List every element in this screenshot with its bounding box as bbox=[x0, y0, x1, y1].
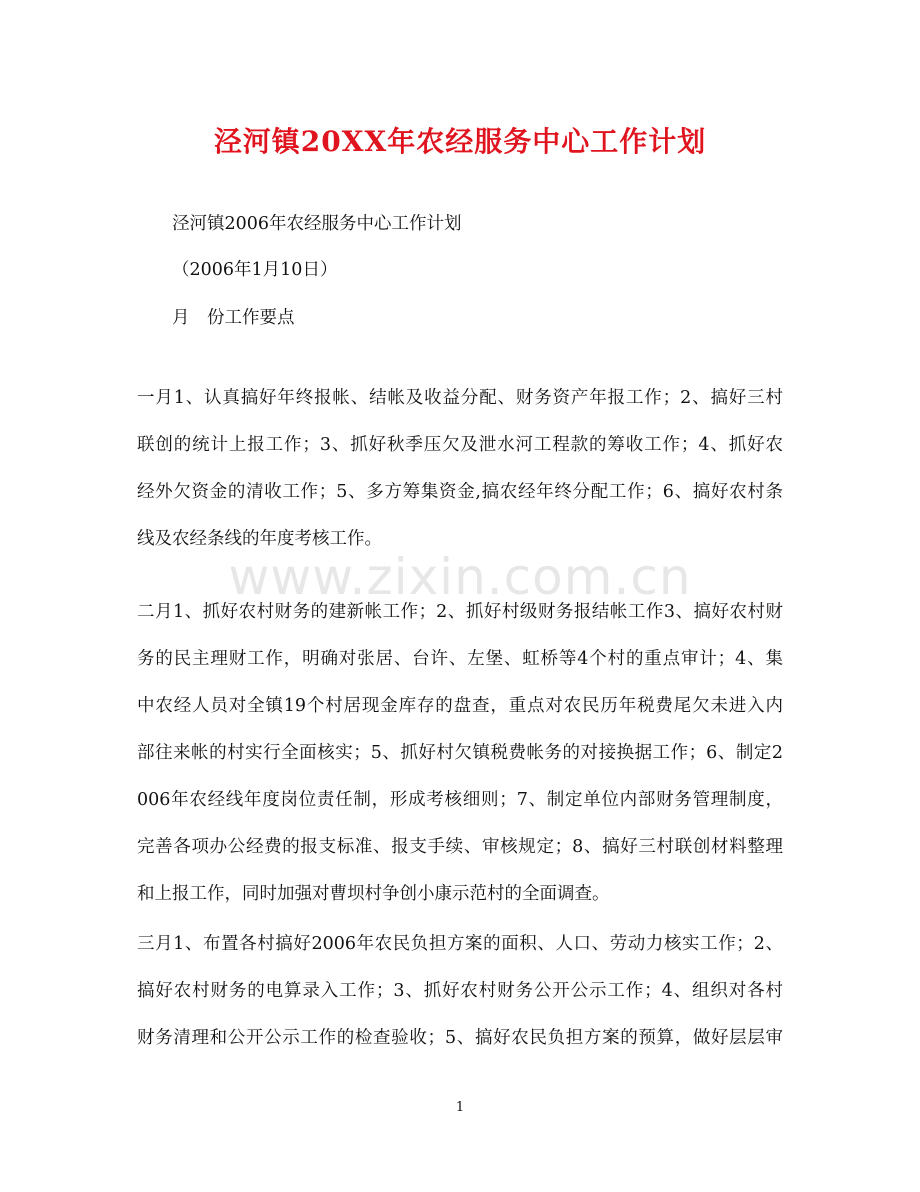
paragraph-line: 线及农经条线的年度考核工作。 bbox=[137, 529, 382, 549]
paragraph-line: 搞好农村财务的电算录入工作；3、抓好农村财务公开公示工作；4、组织对各村 bbox=[137, 981, 783, 1001]
page-number: 1 bbox=[455, 1100, 465, 1115]
paragraph-january bbox=[137, 375, 783, 563]
intro-line-heading: 月 份工作要点 bbox=[172, 308, 295, 328]
paragraph-line: 部往来帐的村实行全面核实；5、抓好村欠镇税费帐务的对接换据工作；6、制定2 bbox=[137, 743, 783, 763]
paragraph-line: 联创的统计上报工作；3、抓好秋季压欠及泄水河工程款的筹收工作；4、抓好农 bbox=[137, 435, 783, 455]
document-title: 泾河镇20XX年农经服务中心工作计划 bbox=[213, 125, 707, 158]
paragraph-line: 财务清理和公开公示工作的检查验收；5、搞好农民负担方案的预算，做好层层审 bbox=[137, 1028, 783, 1048]
intro-line-date: （2006年1月10日） bbox=[172, 260, 338, 280]
paragraph-line: 006年农经线年度岗位责任制，形成考核细则；7、制定单位内部财务管理制度， bbox=[137, 790, 783, 810]
paragraph-line: 一月1、认真搞好年终报帐、结帐及收益分配、财务资产年报工作；2、搞好三村 bbox=[137, 388, 783, 408]
paragraph-line: 三月1、布置各村搞好2006年农民负担方案的面积、人口、劳动力核实工作；2、 bbox=[137, 934, 783, 954]
paragraph-line: 和上报工作，同时加强对曹坝村争创小康示范村的全面调查。 bbox=[137, 884, 610, 904]
paragraph-line: 二月1、抓好农村财务的建新帐工作；2、抓好村级财务报结帐工作3、搞好农村财 bbox=[137, 602, 783, 622]
paragraph-line: 完善各项办公经费的报支标准、报支手续、审核规定；8、搞好三村联创材料整理 bbox=[137, 837, 783, 857]
paragraph-february bbox=[137, 589, 783, 918]
paragraph-march bbox=[137, 921, 783, 1062]
paragraph-line: 经外欠资金的清收工作；5、多方筹集资金,搞农经年终分配工作；6、搞好农村条 bbox=[137, 482, 783, 502]
paragraph-line: 中农经人员对全镇19个村居现金库存的盘查，重点对农民历年税费尾欠未进入内 bbox=[137, 696, 783, 716]
watermark: www.zixin.com.cn bbox=[228, 548, 692, 606]
paragraph-line: 务的民主理财工作，明确对张居、台许、左堡、虹桥等4个村的重点审计；4、集 bbox=[137, 649, 783, 669]
intro-line-title: 泾河镇2006年农经服务中心工作计划 bbox=[172, 214, 462, 234]
